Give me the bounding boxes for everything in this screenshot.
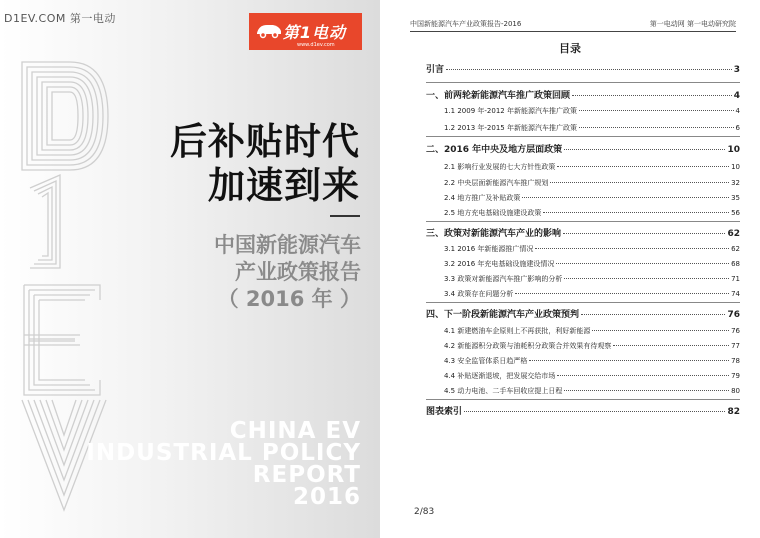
toc-subsection-entry[interactable] [426,326,740,336]
toc-leader-dots [464,411,725,412]
en-line-1: CHINA EV [229,418,361,444]
toc-title: 目录 [559,42,581,55]
toc-entry-label: 3.2 2016 年充电基础设施建设情况 [444,260,555,268]
letter-d-outline [22,62,108,170]
toc-entry-page: 32 [731,179,740,187]
toc-subsection-entry[interactable] [426,356,740,366]
toc-entry-page: 35 [731,194,740,202]
toc-leader-dots [557,375,729,376]
toc-entry-label: 2.4 地方推广及补贴政策 [444,194,521,202]
toc-entry-page: 62 [727,229,740,239]
site-watermark: D1EV.COM 第一电动 [4,12,116,25]
toc-section-entry[interactable] [426,88,740,101]
toc-leader-dots [535,248,729,249]
toc-subsection-entry[interactable] [426,208,740,218]
toc-leader-dots [557,166,729,167]
toc-entry-label: 三、政策对新能源汽车产业的影响 [426,229,562,239]
toc-subsection-entry[interactable] [426,274,740,284]
toc-page [380,0,760,538]
toc-section-entry[interactable] [426,404,740,417]
toc-entry-label: 3.3 政策对新能源汽车推广影响的分析 [444,275,563,283]
toc-section-divider [426,302,740,303]
toc-entry-page: 62 [731,245,740,253]
toc-leader-dots [613,345,729,346]
cover-title-line-2: 加速到来 [208,164,360,207]
toc-subsection-entry[interactable] [426,259,740,269]
toc-entry-page: 74 [731,290,740,298]
toc-leader-dots [564,278,729,279]
toc-entry-page: 71 [731,275,740,283]
toc-leader-dots [529,360,729,361]
toc-entry-label: 一、前两轮新能源汽车推广政策回顾 [426,91,571,101]
toc-entry-page: 76 [731,327,740,335]
toc-entry-page: 10 [731,163,740,171]
toc-entry-page: 80 [731,387,740,395]
toc-entry-page: 10 [727,145,740,155]
toc-entry-page: 79 [731,372,740,380]
toc-leader-dots [446,69,732,70]
letter-e-outline [24,285,100,395]
header-left: 中国新能源汽车产业政策报告-2016 [410,20,522,28]
toc-entry-label: 2.5 地方充电基础设施建设政策 [444,209,542,217]
toc-entry-page: 56 [731,209,740,217]
toc-subsection-entry[interactable] [426,123,740,133]
cover-subtitle-line-1: 中国新能源汽车 [214,233,361,257]
toc-entry-label: 4.3 安全监管体系日趋严格 [444,357,528,365]
header-right: 第一电动网 第一电动研究院 [649,20,736,28]
en-line-2: INDUSTRIAL POLICY [86,440,361,466]
toc-leader-dots [564,390,729,391]
logo-url: www.d1ev.com [297,42,335,48]
toc-leader-dots [564,149,725,150]
toc-entry-label: 4.1 新建燃油车企原则上不再获批，利好新能源 [444,327,591,335]
en-line-3: REPORT [252,462,361,488]
toc-entry-label: 3.1 2016 年新能源推广情况 [444,245,534,253]
toc-entry-label: 引言 [426,65,445,75]
toc-subsection-entry[interactable] [426,386,740,396]
page-number: 2/83 [414,507,435,517]
toc-entry-page: 68 [731,260,740,268]
toc-section-divider [426,82,740,83]
toc-entry-label: 4.5 动力电池、二手车回收应提上日程 [444,387,563,395]
toc-leader-dots [592,330,729,331]
toc-subsection-entry[interactable] [426,289,740,299]
toc-leader-dots [522,197,729,198]
digit-one-outline [30,175,60,268]
toc-section-entry[interactable] [426,62,740,75]
toc-entry-page: 3 [733,65,740,75]
toc-leader-dots [579,110,734,111]
toc-section-divider [426,399,740,400]
toc-section-divider [426,136,740,137]
toc-entry-page: 77 [731,342,740,350]
toc-entry-page: 82 [727,407,740,417]
toc-entry-label: 四、下一阶段新能源汽车产业政策预判 [426,310,580,320]
toc-leader-dots [543,212,729,213]
toc-entry-label: 1.1 2009 年-2012 年新能源汽车推广政策 [444,107,577,115]
toc-entry-page: 78 [731,357,740,365]
toc-subsection-entry[interactable] [426,162,740,172]
cover-english-title [86,420,361,508]
cover-subtitle-line-2: 产业政策报告 [235,260,361,284]
en-line-4: 2016 [292,484,361,510]
toc-leader-dots [556,263,729,264]
toc-entry-label: 3.4 政策存在问题分析 [444,290,514,298]
cover-title-line-1: 后补贴时代 [170,120,360,163]
page-header [410,15,736,32]
toc-entry-label: 1.2 2013 年-2015 年新能源汽车推广政策 [444,124,577,132]
cover-divider [330,215,360,217]
car-icon [255,19,283,39]
toc-entry-page: 6 [735,124,740,132]
toc-entry-label: 2.1 影响行业发展的七大方针性政策 [444,163,556,171]
toc-entry-label: 4.2 新能源积分政策与油耗积分政策合并效果有待观察 [444,342,612,350]
toc-leader-dots [550,182,729,183]
cover-subtitle-line-3: （ 2016 年 ） [217,287,361,311]
logo-text: 第1电动 [282,23,347,42]
toc-entry-page: 4 [735,107,740,115]
toc-subsection-entry[interactable] [426,193,740,203]
toc-entry-label: 4.4 补贴逐渐退坡，把发展交给市场 [444,372,556,380]
toc-leader-dots [572,95,732,96]
toc-subsection-entry[interactable] [426,371,740,381]
cover-main-title [170,120,360,208]
toc-section-divider [426,221,740,222]
toc-entry-page: 4 [733,91,740,101]
toc-leader-dots [563,233,725,234]
toc-entry-label: 2.2 中央层面新能源汽车推广规划 [444,179,549,187]
toc-leader-dots [515,293,729,294]
brand-logo [249,13,362,50]
toc-entry-page: 76 [727,310,740,320]
cover-subtitle [214,232,361,313]
toc-entry-label: 图表索引 [426,407,463,417]
toc-entry-label: 二、2016 年中央及地方层面政策 [426,145,563,155]
toc-subsection-entry[interactable] [426,341,740,351]
toc-leader-dots [579,127,734,128]
toc-leader-dots [581,314,725,315]
toc-section-entry[interactable] [426,142,740,155]
toc-section-entry[interactable] [426,226,740,239]
toc-subsection-entry[interactable] [426,106,740,116]
toc-section-entry[interactable] [426,307,740,320]
toc-subsection-entry[interactable] [426,178,740,188]
toc-subsection-entry[interactable] [426,244,740,254]
